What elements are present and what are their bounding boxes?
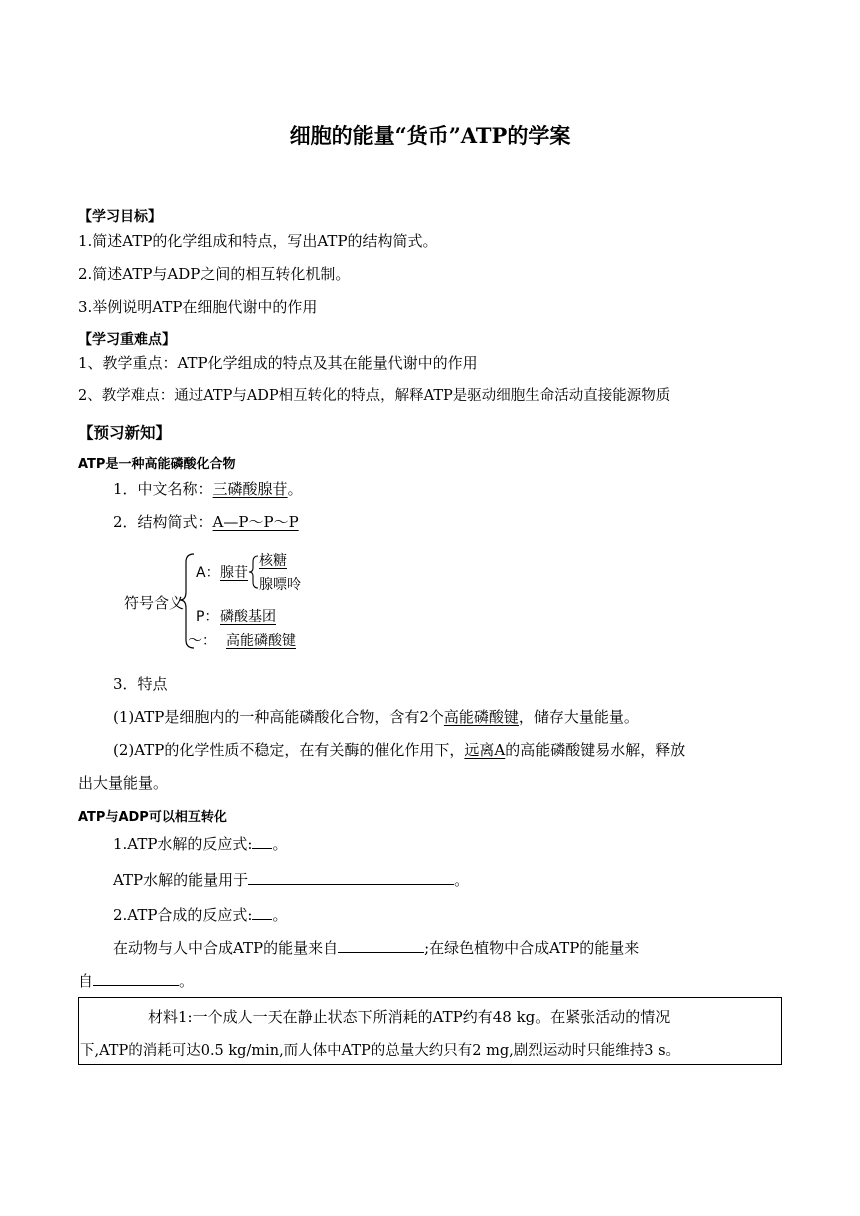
item-prefix: 2．结构简式： (113, 513, 213, 531)
objectives-heading: 【学习目标】 (78, 209, 162, 225)
feature-2 (113, 740, 685, 760)
synthesis-energy-continuation (78, 971, 194, 991)
hydrolysis-equation-question (113, 834, 288, 854)
question-prefix: 自 (78, 972, 94, 990)
question-prefix: 1.ATP水解的反应式: (113, 835, 253, 853)
synthesis-energy-question (113, 938, 639, 958)
question-prefix: 2.ATP合成的反应式: (113, 906, 253, 924)
item-prefix: 1．中文名称： (113, 480, 213, 498)
feature-prefix: (1)ATP是细胞内的一种高能磷酸化合物，含有2个 (113, 708, 444, 726)
structure-formula-item (113, 512, 299, 532)
key-points-heading: 【学习重难点】 (78, 332, 176, 348)
key-point-item: 1、教学重点：ATP化学组成的特点及其在能量代谢中的作用 (78, 354, 478, 372)
answer-text: 高能磷酸键 (443, 708, 519, 726)
a-value: 腺苷 (220, 565, 248, 581)
key-point-item: 2、教学难点：通过ATP与ADP相互转化的特点，解释ATP是驱动细胞生命活动直接能源物质 (78, 388, 671, 404)
question-suffix: 。 (454, 871, 470, 889)
synthesis-equation-question (113, 905, 288, 925)
question-middle: ;在绿色植物中合成ATP的能量来 (424, 939, 640, 957)
feature-suffix: ，储存大量能量。 (518, 708, 639, 726)
tilde-label: ～： (188, 633, 216, 649)
tilde-value: 高能磷酸键 (226, 633, 296, 649)
answer-text: 三磷酸腺苷 (212, 480, 288, 498)
feature-suffix: 的高能磷酸键易水解，释放 (505, 741, 686, 759)
section-title: ATP与ADP可以相互转化 (78, 810, 227, 825)
p-value: 磷酸基团 (220, 609, 276, 625)
material-line: 材料1:一个成人一天在静止状态下所消耗的ATP约有48 kg。在紧张活动的情况 (148, 1008, 671, 1026)
objective-item: 3.举例说明ATP在细胞代谢中的作用 (78, 298, 318, 316)
question-suffix: 。 (272, 835, 288, 853)
feature-1 (113, 707, 639, 727)
preview-heading: 【预习新知】 (78, 423, 172, 442)
symbol-label: 符号含义 (124, 594, 185, 612)
answer-blank[interactable] (252, 905, 272, 920)
objective-item: 2.简述ATP与ADP之间的相互转化机制。 (78, 265, 351, 283)
p-label: P： (196, 609, 219, 625)
answer-blank[interactable] (338, 938, 424, 953)
objective-item: 1.简述ATP的化学组成和特点，写出ATP的结构简式。 (78, 232, 438, 250)
symbol-meaning-diagram (118, 548, 318, 654)
section-title: ATP是一种高能磷酸化合物 (78, 457, 236, 472)
a-sub-ribose: 核糖 (259, 553, 287, 569)
hydrolysis-energy-question (113, 870, 469, 890)
chinese-name-item (113, 479, 303, 499)
answer-text: A—P～P～P (212, 513, 299, 531)
answer-blank[interactable] (248, 870, 454, 885)
a-sub-adenine: 腺嘌呤 (259, 577, 301, 593)
feature-2-continuation: 出大量能量。 (78, 774, 169, 792)
question-prefix: ATP水解的能量用于 (113, 871, 249, 889)
question-suffix: 。 (272, 906, 288, 924)
answer-blank[interactable] (93, 971, 179, 986)
item-suffix: 。 (287, 480, 303, 498)
page-title: 细胞的能量“货币”ATP的学案 (289, 123, 571, 148)
question-suffix: 。 (179, 972, 195, 990)
material-box (78, 997, 782, 1065)
question-prefix: 在动物与人中合成ATP的能量来自 (113, 939, 339, 957)
features-item: 3．特点 (113, 675, 168, 693)
a-label: A： (196, 565, 220, 581)
feature-prefix: (2)ATP的化学性质不稳定，在有关酶的催化作用下， (113, 741, 465, 759)
answer-text: 远离A (464, 741, 506, 759)
material-line: 下,ATP的消耗可达0.5 kg/min,而人体中ATP的总量大约只有2 mg,剧烈运动时只能维持3 s。 (80, 1043, 681, 1059)
answer-blank[interactable] (252, 834, 272, 849)
